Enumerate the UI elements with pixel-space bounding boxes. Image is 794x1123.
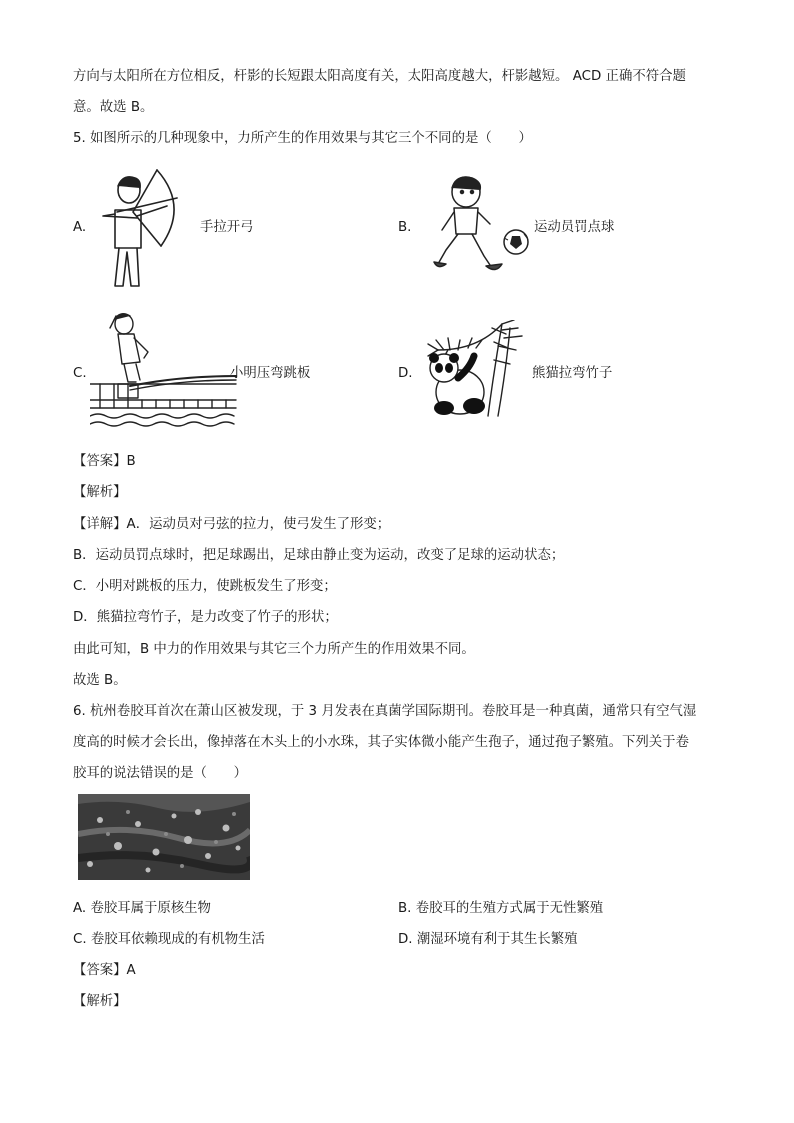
q5-option-b-caption: 运动员罚点球 [534, 220, 615, 235]
q6-stem-line-1: 6. 杭州卷胶耳首次在萧山区被发现，于 3 月发表在真菌学国际期刊。卷胶耳是一种真菌，通常只有空气湿 [73, 704, 697, 719]
q5-option-a-caption: 手拉开弓 [200, 220, 254, 235]
diving-board-drawing [90, 310, 238, 432]
q6-stem-line-2: 度高的时候才会长出，像掉落在木头上的小水珠，其子实体微小能产生孢子，通过孢子繁殖。下列关于卷 [73, 735, 689, 750]
q5-analysis-label: 【解析】 [73, 485, 127, 500]
football-kick-drawing [432, 172, 532, 278]
q6-analysis-label: 【解析】 [73, 994, 127, 1009]
q5-detail-line-2: B．运动员罚点球时，把足球踢出，足球由静止变为运动，改变了足球的运动状态； [73, 548, 565, 563]
prev-text-line-2: 意。故选 B。 [73, 100, 154, 115]
q6-option-a: A. 卷胶耳属于原核生物 [73, 901, 211, 916]
q6-option-c: C. 卷胶耳依赖现成的有机物生活 [73, 932, 265, 947]
q5-detail-line-4: D．熊猫拉弯竹子，是力改变了竹子的形状； [73, 610, 338, 625]
q5-answer: 【答案】B [73, 454, 136, 469]
q6-option-b: B. 卷胶耳的生殖方式属于无性繁殖 [398, 901, 604, 916]
q5-detail-line-5: 由此可知，B 中力的作用效果与其它三个力所产生的作用效果不同。 [73, 642, 475, 657]
q5-detail-line-6: 故选 B。 [73, 673, 127, 688]
fungus-photo [78, 794, 250, 880]
q5-option-c-letter: C. [73, 366, 87, 381]
q5-option-a-letter: A. [73, 220, 87, 235]
archer-drawing [97, 166, 189, 292]
q5-option-d-letter: D. [398, 366, 413, 381]
q6-stem-line-3: 胶耳的说法错误的是（ ） [73, 766, 248, 781]
q6-answer: 【答案】A [73, 963, 136, 978]
q6-option-d: D. 潮湿环境有利于其生长繁殖 [398, 932, 578, 947]
q5-detail-line-3: C．小明对跳板的压力，使跳板发生了形变； [73, 579, 337, 594]
q5-option-c-caption: 小明压弯跳板 [230, 366, 311, 381]
prev-text-line-1: 方向与太阳所在方位相反，杆影的长短跟太阳高度有关，太阳高度越大，杆影越短。 ACD 正确不符合题 [73, 69, 686, 84]
panda-bamboo-drawing [418, 320, 530, 420]
q5-option-d-caption: 熊猫拉弯竹子 [532, 366, 613, 381]
q5-detail-line-1: 【详解】A．运动员对弓弦的拉力，使弓发生了形变； [73, 517, 391, 532]
q5-stem: 5. 如图所示的几种现象中，力所产生的作用效果与其它三个不同的是（ ） [73, 131, 532, 146]
q5-option-b-letter: B. [398, 220, 412, 235]
